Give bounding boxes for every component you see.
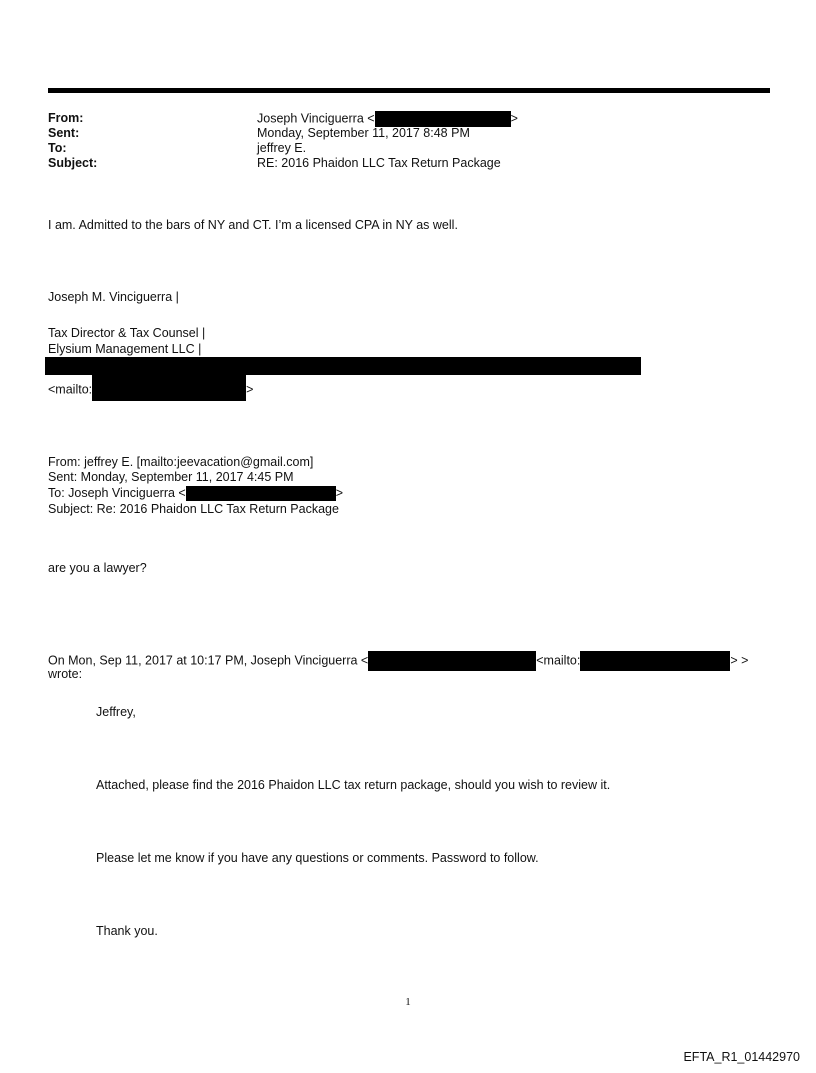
redaction: [580, 651, 730, 671]
quoted2-greeting: Jeffrey,: [96, 705, 136, 719]
redaction: [368, 651, 536, 671]
quoted2-intro: [48, 651, 748, 671]
quoted2-intro-text: On Mon, Sep 11, 2017 at 10:17 PM, Joseph Vinciguerra <: [48, 653, 369, 668]
quoted-subject: Subject: Re: 2016 Phaidon LLC Tax Return Package: [48, 502, 339, 516]
signature-name: Joseph M. Vinciguerra |: [48, 290, 179, 304]
document-id: EFTA_R1_01442970: [683, 1050, 800, 1064]
to-label: To:: [48, 141, 67, 155]
from-close: >: [510, 111, 518, 126]
page-number: 1: [405, 996, 411, 1008]
quoted-to: [48, 486, 343, 501]
mailto-close: >: [246, 382, 254, 397]
subject-label: Subject:: [48, 156, 98, 170]
quoted-from: From: jeffrey E. [mailto:jeevacation@gmail.com]: [48, 455, 314, 469]
quoted2-closing: Thank you.: [96, 924, 158, 938]
mailto-prefix: <mailto:: [48, 382, 93, 397]
reply-text: I am. Admitted to the bars of NY and CT. I’m a licensed CPA in NY as well.: [48, 218, 458, 232]
subject-value: RE: 2016 Phaidon LLC Tax Return Package: [257, 156, 501, 170]
signature-mailto: [48, 379, 253, 401]
quoted2-para2: Please let me know if you have any questions or comments. Password to follow.: [96, 851, 539, 865]
quoted-to-close: >: [335, 486, 344, 500]
signature-title: Tax Director & Tax Counsel |: [48, 326, 206, 340]
to-value: jeffrey E.: [257, 141, 307, 155]
redaction: [375, 111, 511, 127]
header-rule: [48, 88, 770, 93]
quoted-to-name: To: Joseph Vinciguerra <: [48, 486, 186, 500]
quoted2-para1: Attached, please find the 2016 Phaidon LLC tax return package, should you wish to review it.: [96, 778, 611, 792]
redaction: [92, 371, 246, 401]
redaction: [186, 486, 336, 501]
quoted-message: are you a lawyer?: [48, 561, 147, 575]
from-value: [257, 111, 518, 127]
quoted2-close: > >: [730, 653, 749, 668]
quoted2-wrote: wrote:: [48, 667, 83, 681]
sent-value: Monday, September 11, 2017 8:48 PM: [257, 126, 470, 140]
signature-company: Elysium Management LLC |: [48, 342, 202, 356]
from-name: Joseph Vinciguerra <: [257, 111, 375, 126]
quoted-sent: Sent: Monday, September 11, 2017 4:45 PM: [48, 470, 294, 484]
sent-label: Sent:: [48, 126, 80, 140]
from-label: From:: [48, 111, 84, 125]
quoted2-mailto: <mailto:: [536, 653, 581, 668]
